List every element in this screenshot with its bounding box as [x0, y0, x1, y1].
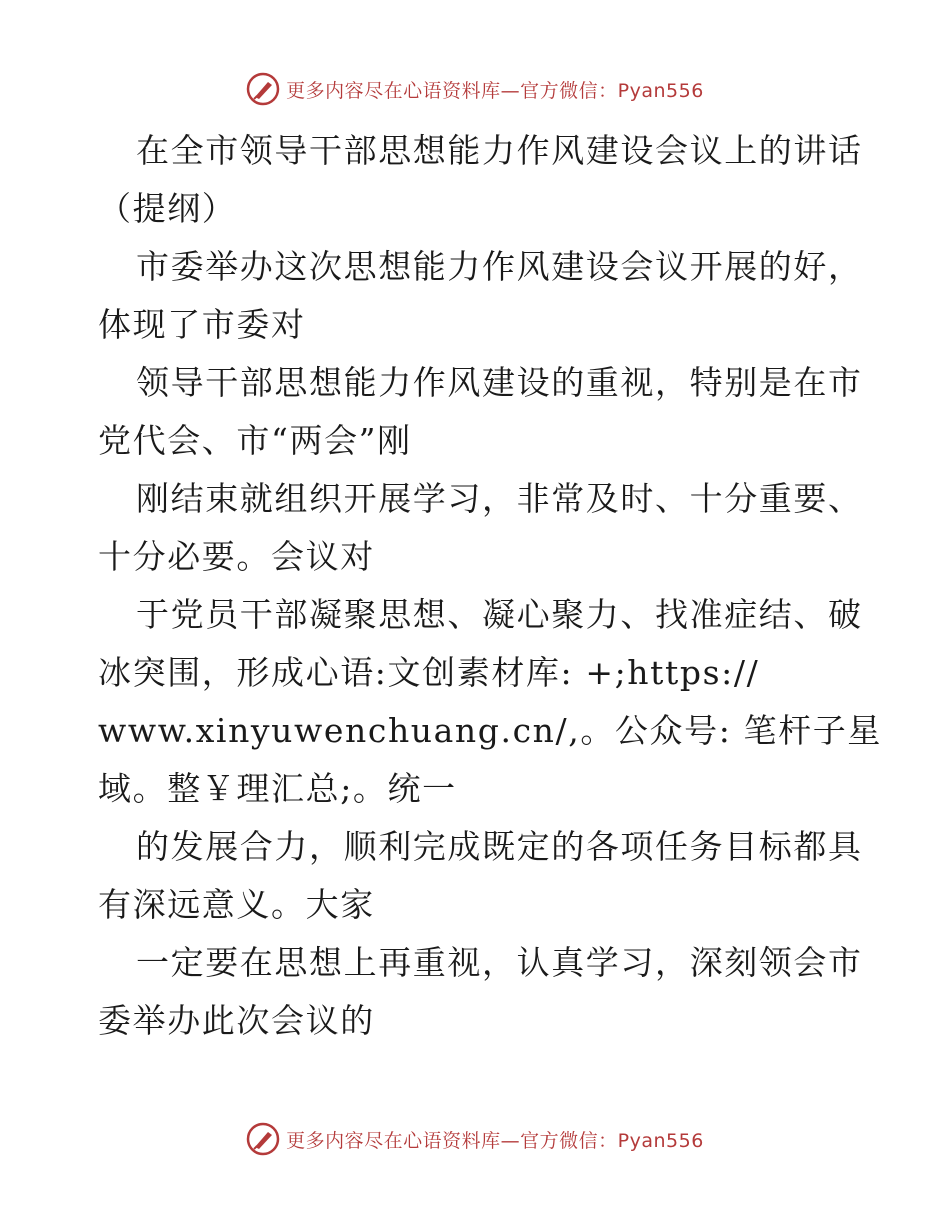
doc-line: 体现了市委对	[98, 305, 306, 344]
doc-line: 有深远意义。大家	[98, 885, 375, 924]
doc-line: 市委举办这次思想能力作风建设会议开展的好，	[136, 247, 863, 286]
header-banner	[0, 72, 950, 106]
doc-line: 的发展合力，顺利完成既定的各项任务目标都具	[136, 827, 863, 866]
doc-line: 域。整￥理汇总;。统一	[98, 769, 457, 808]
doc-line: 十分必要。会议对	[98, 537, 375, 576]
document-body	[98, 122, 882, 1050]
header-banner-text: 更多内容尽在心语资料库—官方微信：Pyan556	[286, 79, 704, 102]
doc-line: 于党员干部凝聚思想、凝心聚力、找准症结、破	[136, 595, 863, 634]
doc-line: 冰突围，形成心语:文创素材库: +;https://	[98, 653, 760, 692]
doc-line: 刚结束就组织开展学习，非常及时、十分重要、	[136, 479, 863, 518]
footer-banner-text: 更多内容尽在心语资料库—官方微信：Pyan556	[286, 1129, 704, 1152]
doc-line-subtitle: （提纲）	[98, 189, 237, 228]
footer-banner	[0, 1122, 950, 1156]
doc-line: 一定要在思想上再重视，认真学习，深刻领会市	[136, 943, 863, 982]
quill-pen-logo-icon	[246, 72, 280, 106]
doc-line: 领导干部思想能力作风建设的重视，特别是在市	[136, 363, 863, 402]
quill-pen-logo-icon	[246, 1122, 280, 1156]
doc-line-title: 在全市领导干部思想能力作风建设会议上的讲话	[136, 131, 863, 170]
doc-line: 党代会、市“两会”刚	[98, 421, 412, 460]
doc-line: www.xinyuwenchuang.cn/,。公众号: 笔杆子星	[98, 711, 882, 750]
doc-line: 委举办此次会议的	[98, 1001, 375, 1040]
